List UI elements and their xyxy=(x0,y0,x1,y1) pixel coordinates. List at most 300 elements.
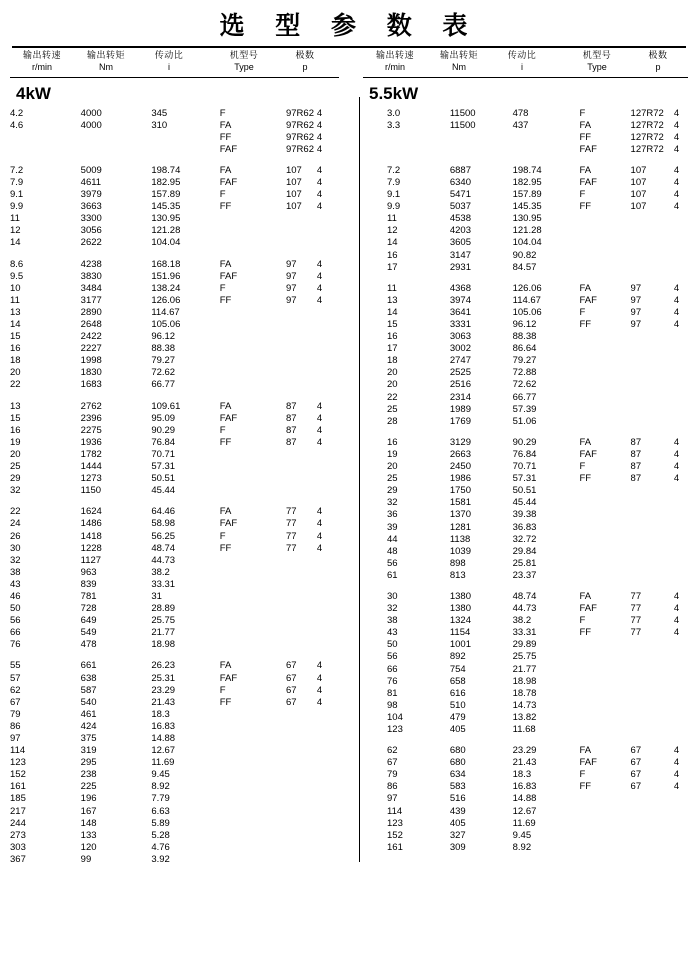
table-row xyxy=(363,842,688,854)
cell-ratio: 96.12 xyxy=(151,331,176,343)
cell-ratio: 25.75 xyxy=(512,651,537,663)
cell-torque: 1370 xyxy=(449,509,471,521)
cell-type-size xyxy=(286,745,317,757)
cell-type-size xyxy=(623,712,664,724)
cell-poles xyxy=(664,213,688,225)
cell-type-size: 77 xyxy=(630,590,642,602)
table-row xyxy=(10,271,339,283)
cell-type-prefix: F xyxy=(579,615,586,627)
table-header-right xyxy=(363,51,688,76)
cell-type-size xyxy=(623,676,664,688)
header-poles xyxy=(641,51,675,74)
cell-torque: 1380 xyxy=(449,603,471,615)
cell-speed: 38 xyxy=(10,566,21,578)
cell-poles xyxy=(317,818,339,830)
cell-speed: 81 xyxy=(387,687,398,699)
cell-type-prefix xyxy=(562,818,623,830)
group-gap xyxy=(10,497,339,506)
table-row xyxy=(10,132,339,144)
cell-torque: 1281 xyxy=(449,521,471,533)
cell-poles: 4 xyxy=(316,119,323,131)
cell-type-size: 87 xyxy=(630,473,642,485)
cell-torque: 1324 xyxy=(449,615,471,627)
cell-poles xyxy=(317,709,339,721)
cell-torque: 3056 xyxy=(80,225,102,237)
cell-speed: 32 xyxy=(10,485,21,497)
cell-speed: 14 xyxy=(10,319,21,330)
cell-torque: 2525 xyxy=(449,367,471,379)
header-cn: 传动比 xyxy=(154,51,184,61)
cell-type-prefix xyxy=(562,225,623,237)
table-row xyxy=(10,543,339,555)
cell-poles xyxy=(317,615,339,627)
cell-ratio xyxy=(151,144,219,156)
cell-speed: 4.6 xyxy=(10,119,24,131)
cell-torque: 1380 xyxy=(449,590,471,602)
cell-type-prefix: F xyxy=(579,769,586,781)
cell-speed: 16 xyxy=(10,424,21,436)
table-row xyxy=(363,343,688,355)
cell-torque: 680 xyxy=(449,757,466,769)
cell-ratio: 88.38 xyxy=(151,343,176,355)
cell-poles xyxy=(664,712,688,724)
cell-ratio: 478 xyxy=(512,107,529,119)
cell-torque: 510 xyxy=(449,699,466,711)
cell-torque: 11500 xyxy=(449,119,476,131)
cell-speed: 32 xyxy=(10,554,21,566)
table-row xyxy=(363,331,688,343)
cell-speed: 46 xyxy=(10,590,21,602)
cell-type-prefix: FF xyxy=(579,319,592,330)
cell-torque: 587 xyxy=(80,684,97,696)
cell-type-prefix xyxy=(562,485,623,497)
table-row xyxy=(363,132,688,144)
cell-torque: 1830 xyxy=(80,367,102,379)
cell-speed: 244 xyxy=(10,817,26,829)
group-gap xyxy=(363,582,688,591)
cell-type-size xyxy=(623,522,664,534)
table-row xyxy=(10,673,339,685)
cell-type-size xyxy=(623,343,664,355)
cell-type-size: 107 xyxy=(285,189,302,201)
cell-type-size xyxy=(623,367,664,379)
cell-type-prefix: F xyxy=(219,107,226,119)
cell-type-size xyxy=(623,392,664,404)
cell-type-size: 67 xyxy=(285,684,297,696)
cell-torque: 4368 xyxy=(449,282,471,294)
cell-type-size: 67 xyxy=(630,769,642,781)
table-row xyxy=(363,724,688,736)
cell-type-size xyxy=(286,343,317,355)
header-cn: 输出转矩 xyxy=(86,51,125,61)
table-row xyxy=(363,818,688,830)
group-gap xyxy=(10,392,339,401)
table-row xyxy=(363,392,688,404)
cell-speed: 39 xyxy=(387,521,398,533)
cell-poles xyxy=(664,806,688,818)
cell-ratio: 23.29 xyxy=(151,684,176,696)
header-en: r/min xyxy=(32,62,52,73)
cell-type-size xyxy=(623,416,664,428)
table-row xyxy=(10,842,339,854)
cell-poles: 4 xyxy=(673,448,680,460)
cell-ratio: 7.79 xyxy=(151,793,170,805)
cell-type-size: 97 xyxy=(285,294,297,306)
cell-speed: 10 xyxy=(10,282,21,294)
table-row xyxy=(10,331,339,343)
cell-type-size: 97 xyxy=(630,294,642,306)
cell-type-prefix: FA xyxy=(219,506,232,518)
cell-ratio: 79.27 xyxy=(151,355,176,367)
cell-type-prefix: FAF xyxy=(219,176,238,188)
table-row xyxy=(10,660,339,672)
cell-type-prefix xyxy=(220,579,286,591)
cell-speed: 97 xyxy=(10,733,21,744)
cell-poles xyxy=(664,509,688,521)
cell-torque: 1039 xyxy=(449,545,471,557)
cell-ratio: 8.92 xyxy=(512,841,532,853)
cell-ratio: 105.06 xyxy=(512,306,542,318)
cell-speed: 7.9 xyxy=(387,176,401,188)
cell-torque: 3979 xyxy=(80,189,102,201)
cell-type-prefix: FAF xyxy=(579,603,597,615)
cell-type-prefix xyxy=(562,688,623,700)
cell-torque: 3063 xyxy=(449,331,471,343)
cell-type-size xyxy=(623,250,664,262)
cell-type-size xyxy=(623,404,664,416)
cell-poles xyxy=(664,676,688,688)
table-row xyxy=(363,144,688,156)
cell-type-size xyxy=(286,603,317,615)
cell-torque: 11500 xyxy=(449,107,476,119)
cell-speed: 9.9 xyxy=(10,201,24,213)
cell-speed: 19 xyxy=(387,448,398,460)
cell-type-size: 67 xyxy=(285,696,297,708)
cell-type-size xyxy=(286,555,317,567)
cell-torque: 133 xyxy=(80,829,97,841)
cell-type-prefix: FA xyxy=(579,164,592,176)
cell-torque: 661 xyxy=(80,660,97,672)
cell-torque: 3974 xyxy=(449,294,471,306)
cell-speed: 7.9 xyxy=(10,176,24,188)
cell-poles: 4 xyxy=(673,436,680,448)
table-row xyxy=(10,413,339,425)
cell-ratio: 79.27 xyxy=(512,355,537,367)
cell-ratio: 14.88 xyxy=(151,733,176,744)
cell-type-size xyxy=(286,781,317,793)
cell-poles xyxy=(317,627,339,639)
cell-torque: 728 xyxy=(80,603,97,615)
cell-speed: 15 xyxy=(10,412,21,424)
cell-type-prefix: F xyxy=(219,189,226,201)
cell-type-prefix: FAF xyxy=(579,294,597,306)
cell-type-prefix xyxy=(220,473,286,485)
cell-type-prefix xyxy=(562,367,623,379)
cell-ratio: 114.67 xyxy=(151,306,180,318)
table-row xyxy=(363,213,688,225)
cell-type-prefix: F xyxy=(219,424,226,436)
cell-ratio: 16.83 xyxy=(512,781,537,793)
cell-type-size xyxy=(623,818,664,830)
cell-torque: 3663 xyxy=(80,201,102,213)
cell-torque: 813 xyxy=(449,569,466,581)
cell-ratio: 182.95 xyxy=(151,176,181,188)
cell-type-prefix: FF xyxy=(579,131,592,143)
header-cn: 输出转矩 xyxy=(439,51,478,61)
table-row xyxy=(363,781,688,793)
table-row xyxy=(363,461,688,473)
header-en: i xyxy=(521,62,523,73)
cell-poles xyxy=(664,379,688,391)
cell-ratio: 95.09 xyxy=(151,412,176,424)
table-row xyxy=(363,437,688,449)
cell-ratio: 14.73 xyxy=(512,699,537,711)
cell-torque: 1228 xyxy=(80,542,102,554)
cell-poles: 4 xyxy=(316,282,323,294)
cell-poles: 4 xyxy=(316,107,323,119)
table-row xyxy=(363,615,688,627)
cell-torque: 3300 xyxy=(80,213,102,225)
cell-type-prefix xyxy=(562,558,623,570)
cell-type-prefix xyxy=(562,379,623,391)
cell-speed xyxy=(363,132,432,144)
cell-type-size: 97 xyxy=(630,306,642,318)
cell-speed: 7.2 xyxy=(387,164,401,176)
table-row xyxy=(10,213,339,225)
cell-speed: 17 xyxy=(387,261,398,273)
cell-torque: 2450 xyxy=(449,461,471,473)
cell-poles xyxy=(317,793,339,805)
header-ratio xyxy=(138,51,200,74)
cell-torque: 1154 xyxy=(449,627,471,639)
cell-type-prefix: FF xyxy=(219,294,232,306)
cell-type-prefix xyxy=(562,497,623,509)
cell-ratio: 145.35 xyxy=(512,201,542,213)
header-cn: 极数 xyxy=(648,51,668,61)
cell-speed: 14 xyxy=(387,306,398,318)
cell-ratio: 58.98 xyxy=(151,518,176,530)
cell-speed: 9.1 xyxy=(387,189,401,201)
cell-ratio: 157.89 xyxy=(151,189,181,201)
cell-ratio: 51.06 xyxy=(512,415,537,427)
cell-type-size xyxy=(286,639,317,651)
data-table-left xyxy=(10,108,339,867)
table-row xyxy=(10,854,339,866)
cell-torque: 4000 xyxy=(80,119,102,131)
table-row xyxy=(10,225,339,237)
cell-poles: 4 xyxy=(673,176,680,188)
cell-type-prefix xyxy=(562,250,623,262)
cell-torque: 3830 xyxy=(80,270,102,282)
cell-poles xyxy=(317,733,339,745)
cell-torque: 375 xyxy=(80,733,97,744)
cell-speed: 38 xyxy=(387,615,398,627)
cell-ratio: 130.95 xyxy=(151,213,181,225)
cell-ratio: 4.76 xyxy=(151,841,170,853)
table-row xyxy=(363,225,688,237)
cell-torque: 1127 xyxy=(80,554,102,566)
cell-type-size xyxy=(623,688,664,700)
cell-type-size xyxy=(623,558,664,570)
cell-poles: 4 xyxy=(673,143,680,155)
cell-poles: 4 xyxy=(316,201,323,213)
table-row xyxy=(10,806,339,818)
cell-speed: 161 xyxy=(10,781,26,793)
cell-ratio: 66.77 xyxy=(512,391,537,403)
group-gap xyxy=(363,736,688,745)
cell-type-prefix xyxy=(562,712,623,724)
cell-ratio: 86.64 xyxy=(512,343,537,355)
cell-torque: 1998 xyxy=(80,355,102,367)
cell-torque: 4538 xyxy=(449,213,471,225)
cell-poles: 4 xyxy=(316,518,323,530)
cell-torque xyxy=(432,144,499,156)
column-right xyxy=(349,51,688,866)
table-row xyxy=(363,379,688,391)
table-row xyxy=(10,108,339,120)
cell-speed: 217 xyxy=(10,805,26,817)
header-ratio xyxy=(491,51,553,74)
cell-speed: 17 xyxy=(387,343,398,355)
cell-type-prefix xyxy=(562,676,623,688)
cell-type-size xyxy=(286,319,317,331)
cell-ratio: 90.29 xyxy=(512,436,537,448)
cell-speed: 28 xyxy=(387,415,398,427)
table-row xyxy=(363,806,688,818)
table-row xyxy=(10,627,339,639)
header-poles xyxy=(288,51,322,74)
cell-ratio: 5.28 xyxy=(151,829,170,841)
table-row xyxy=(10,295,339,307)
table-row xyxy=(363,189,688,201)
cell-torque: 5471 xyxy=(449,189,471,201)
cell-ratio: 57.31 xyxy=(512,473,537,485)
cell-type-size xyxy=(623,793,664,805)
cell-poles xyxy=(317,806,339,818)
table-row xyxy=(363,404,688,416)
cell-type-prefix xyxy=(220,461,286,473)
cell-ratio: 182.95 xyxy=(512,176,542,188)
cell-ratio: 72.62 xyxy=(512,379,537,391)
cell-type-prefix xyxy=(562,570,623,582)
header-en: p xyxy=(655,62,661,73)
cell-speed: 161 xyxy=(387,841,403,853)
cell-speed: 29 xyxy=(10,473,21,485)
table-row xyxy=(363,367,688,379)
cell-type-size: 87 xyxy=(285,412,297,424)
table-row xyxy=(10,506,339,518)
cell-ratio: 18.3 xyxy=(512,769,532,781)
cell-type-prefix xyxy=(562,343,623,355)
cell-torque: 225 xyxy=(80,781,97,793)
cell-speed xyxy=(363,144,432,156)
cell-type-size: 107 xyxy=(285,201,302,213)
cell-type-size xyxy=(286,367,317,379)
cell-poles: 4 xyxy=(673,603,680,615)
cell-poles xyxy=(317,225,339,237)
cell-ratio: 18.98 xyxy=(151,639,176,651)
cell-type-prefix: FA xyxy=(579,436,592,448)
cell-speed: 123 xyxy=(10,757,26,769)
cell-speed: 76 xyxy=(387,675,398,687)
cell-type-size xyxy=(286,806,317,818)
cell-speed: 25 xyxy=(387,403,398,415)
cell-poles xyxy=(664,237,688,249)
cell-poles xyxy=(317,842,339,854)
cell-speed: 123 xyxy=(387,817,403,829)
cell-ratio: 38.2 xyxy=(151,566,170,578)
cell-ratio: 198.74 xyxy=(151,164,181,176)
cell-torque: 424 xyxy=(80,720,97,732)
table-row xyxy=(10,757,339,769)
cell-poles: 4 xyxy=(316,270,323,282)
cell-poles xyxy=(664,404,688,416)
cell-speed: 14 xyxy=(387,237,398,249)
cell-torque: 439 xyxy=(449,805,466,817)
cell-poles xyxy=(317,757,339,769)
cell-ratio: 310 xyxy=(151,119,168,131)
cell-ratio: 28.89 xyxy=(151,603,176,615)
header-cn: 输出转速 xyxy=(375,51,414,61)
cell-type-size: 87 xyxy=(630,436,642,448)
cell-speed: 43 xyxy=(387,627,398,639)
cell-speed: 25 xyxy=(387,473,398,485)
cell-torque: 638 xyxy=(80,672,97,684)
cell-type-prefix xyxy=(220,757,286,769)
table-row xyxy=(363,295,688,307)
cell-type-size: 97R62 xyxy=(285,131,314,143)
cell-poles xyxy=(317,237,339,249)
cell-speed: 12 xyxy=(387,225,398,237)
cell-type-size xyxy=(286,331,317,343)
table-row xyxy=(10,201,339,213)
table-row xyxy=(10,709,339,721)
cell-type-prefix: F xyxy=(579,107,586,119)
cell-torque: 1769 xyxy=(449,415,471,427)
table-row xyxy=(10,531,339,543)
cell-type-prefix xyxy=(562,639,623,651)
header-cn: 机型号 xyxy=(582,51,612,61)
table-row xyxy=(10,319,339,331)
cell-type-prefix: FAF xyxy=(219,672,238,684)
table-row xyxy=(10,697,339,709)
cell-type-prefix xyxy=(220,769,286,781)
cell-speed: 16 xyxy=(387,249,398,261)
title-divider xyxy=(12,46,686,48)
cell-poles: 4 xyxy=(316,684,323,696)
cell-ratio: 6.63 xyxy=(151,805,170,817)
table-row xyxy=(363,262,688,274)
cell-speed: 57 xyxy=(10,672,21,684)
header-type xyxy=(553,51,641,74)
cell-ratio: 64.46 xyxy=(151,506,176,518)
cell-type-prefix xyxy=(562,404,623,416)
cell-poles: 4 xyxy=(673,473,680,485)
table-row xyxy=(10,367,339,379)
header-output-speed xyxy=(10,51,74,74)
cell-type-size: 97R62 xyxy=(285,119,314,131)
table-row xyxy=(10,283,339,295)
cell-ratio: 13.82 xyxy=(512,711,537,723)
cell-torque: 658 xyxy=(449,675,466,687)
cell-speed: 20 xyxy=(387,379,398,391)
cell-poles xyxy=(317,745,339,757)
cell-torque: 2516 xyxy=(449,379,471,391)
cell-poles xyxy=(664,570,688,582)
cell-poles xyxy=(317,213,339,225)
cell-type-size: 77 xyxy=(630,603,642,615)
cell-poles xyxy=(664,842,688,854)
